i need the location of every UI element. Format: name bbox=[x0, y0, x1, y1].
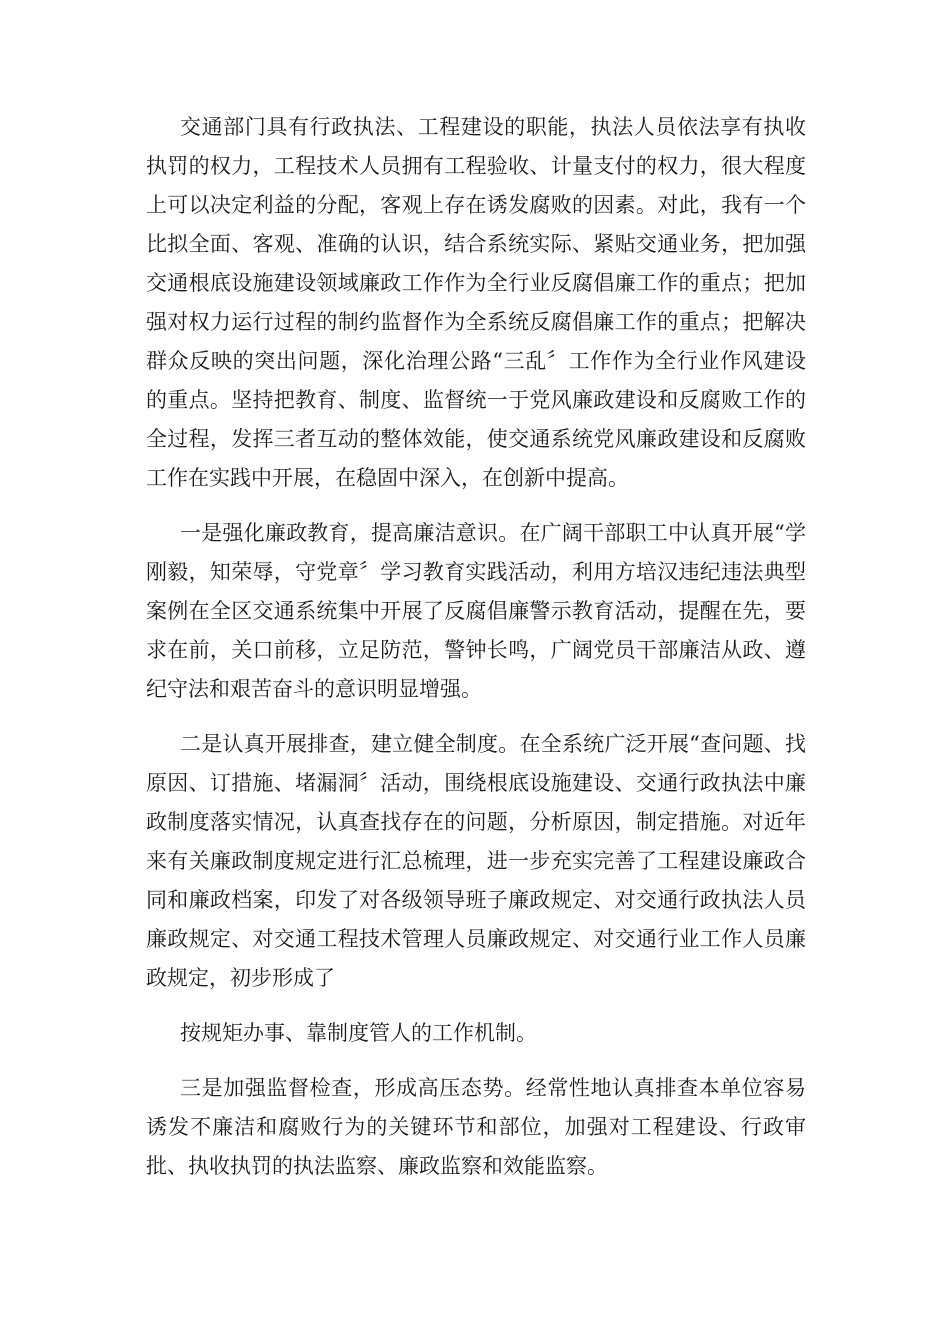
paragraph-1: 交通部门具有行政执法、工程建设的职能，执法人员依法享有执收执罚的权力，工程技术人员拥有工程验收、计量支付的权力，很大程度上可以决定利益的分配，客观上存在诱发腐败的因素。对此，我有一个比拟全面、客观、准确的认识，结合系统实际、紧贴交通业务，把加强交通根底设施建设领域廉政工作作为全行业反腐倡廉工作的重点；把加强对权力运行过程的制约监督作为全系统反腐倡廉工作的重点；把解决群众反映的突出问题，深化治理公路“三乱〞工作作为全行业作风建设的重点。坚持把教育、制度、监督统一于党风廉政建设和反腐败工作的全过程，发挥三者互动的整体效能，使交通系统党风廉政建设和反腐败工作在实践中开展，在稳固中深入，在创新中提高。 bbox=[146, 115, 806, 490]
document-page bbox=[146, 108, 806, 1202]
paragraph-4: 按规矩办事、靠制度管人的工作机制。 bbox=[180, 1021, 537, 1045]
paragraph-5: 三是加强监督检查，形成高压态势。经常性地认真排查本单位容易诱发不廉洁和腐败行为的关键环节和部位，加强对工程建设、行政审批、执收执罚的执法监察、廉政监察和效能监察。 bbox=[146, 1076, 806, 1178]
paragraph-2: 一是强化廉政教育，提高廉洁意识。在广阔干部职工中认真开展“学刚毅，知荣辱，守党章〞学习教育实践活动，利用方培汉违纪违法典型案例在全区交通系统集中开展了反腐倡廉警示教育活动，提醒在先，要求在前，关口前移，立足防范，警钟长鸣，广阔党员干部廉洁从政、遵纪守法和艰苦奋斗的意识明显增强。 bbox=[146, 521, 806, 701]
paragraph-3: 二是认真开展排查，建立健全制度。在全系统广泛开展“查问题、找原因、订措施、堵漏洞〞活动，围绕根底设施建设、交通行政执法中廉政制度落实情况，认真查找存在的问题，分析原因，制定措施。对近年来有关廉政制度规定进行汇总梳理，进一步充实完善了工程建设廉政合同和廉政档案，印发了对各级领导班子廉政规定、对交通行政执法人员廉政规定、对交通工程技术管理人员廉政规定、对交通行业工作人员廉政规定，初步形成了 bbox=[146, 732, 806, 990]
